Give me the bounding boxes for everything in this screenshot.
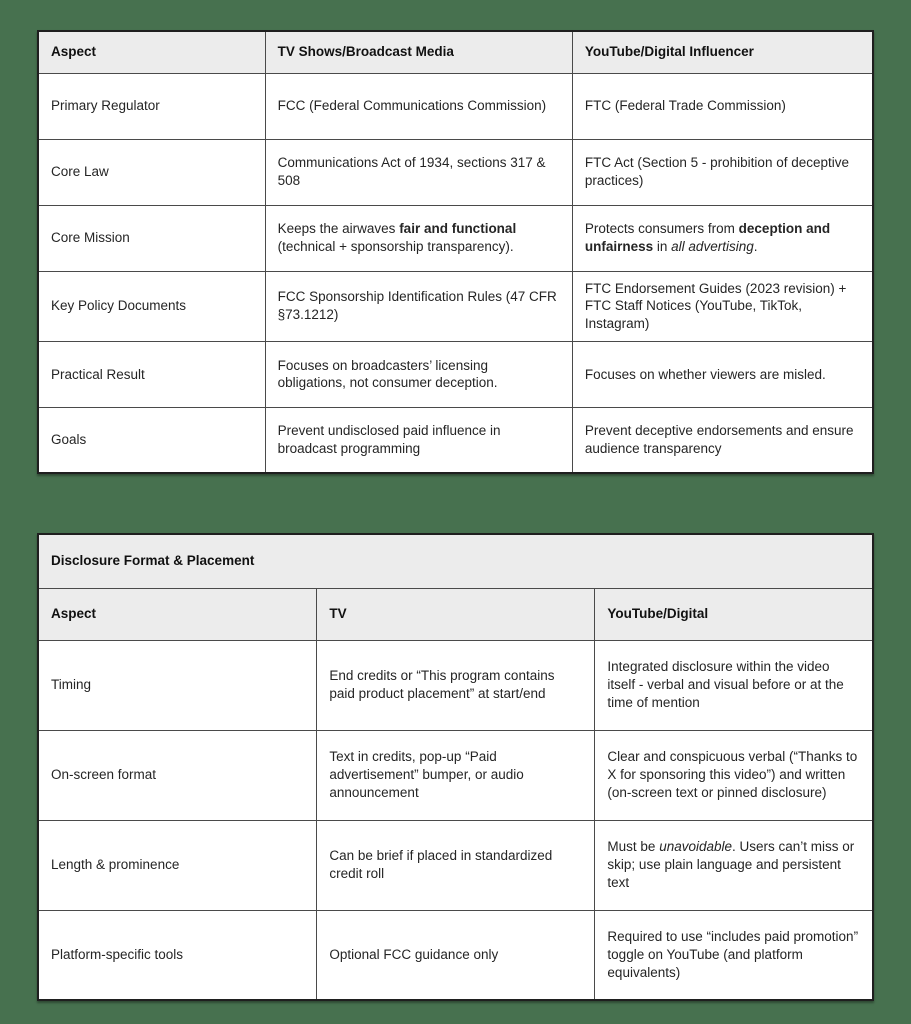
row-label-cell: Primary Regulator [38,73,265,139]
disclosure-format-table [37,533,874,1001]
column-header-aspect: Aspect [38,588,317,640]
table-row [38,640,873,730]
table-cell: Optional FCC guidance only [317,910,595,1000]
disclosure-format-section [37,533,874,1001]
row-label-cell: Length & prominence [38,820,317,910]
regulator-comparison-section [37,30,874,474]
table-cell: FTC (Federal Trade Commission) [572,73,873,139]
table-header-row [38,588,873,640]
table-row [38,910,873,1000]
row-label-cell: Platform-specific tools [38,910,317,1000]
table-header-row [38,31,873,73]
table-cell: Keeps the airwaves fair and functional (technical + sponsorship transparency). [265,205,572,271]
row-label-cell: Core Law [38,139,265,205]
table-cell: FTC Act (Section 5 - prohibition of deceptive practices) [572,139,873,205]
table-cell: Protects consumers from deception and unfairness in all advertising. [572,205,873,271]
table-row [38,271,873,341]
table-row [38,205,873,271]
table-cell: FCC (Federal Communications Commission) [265,73,572,139]
table-cell: Communications Act of 1934, sections 317 & 508 [265,139,572,205]
table-cell: End credits or “This program contains paid product placement” at start/end [317,640,595,730]
table-row [38,407,873,473]
table-row [38,341,873,407]
table-cell: Clear and conspicuous verbal (“Thanks to X for sponsoring this video”) and written (on-screen text or pinned disclosure) [595,730,873,820]
row-label-cell: Practical Result [38,341,265,407]
table-title-row [38,534,873,588]
row-label-cell: Goals [38,407,265,473]
table-row [38,139,873,205]
column-header-aspect: Aspect [38,31,265,73]
table-cell: FCC Sponsorship Identification Rules (47 CFR §73.1212) [265,271,572,341]
table-cell: Focuses on broadcasters’ licensing obligations, not consumer deception. [265,341,572,407]
table-cell: Prevent undisclosed paid influence in broadcast programming [265,407,572,473]
table-cell: Text in credits, pop-up “Paid advertisement” bumper, or audio announcement [317,730,595,820]
table-title: Disclosure Format & Placement [38,534,873,588]
column-header-youtube-digital: YouTube/Digital [595,588,873,640]
table-cell: Must be unavoidable. Users can’t miss or skip; use plain language and persistent text [595,820,873,910]
table-cell: Prevent deceptive endorsements and ensure audience transparency [572,407,873,473]
row-label-cell: Key Policy Documents [38,271,265,341]
table-cell: FTC Endorsement Guides (2023 revision) + FTC Staff Notices (YouTube, TikTok, Instagram) [572,271,873,341]
table-cell: Can be brief if placed in standardized credit roll [317,820,595,910]
table-cell: Focuses on whether viewers are misled. [572,341,873,407]
column-header-youtube-influencer: YouTube/Digital Influencer [572,31,873,73]
table-row [38,730,873,820]
table-body [38,640,873,1000]
row-label-cell: Core Mission [38,205,265,271]
table-cell: Integrated disclosure within the video itself - verbal and visual before or at the time of mention [595,640,873,730]
row-label-cell: On-screen format [38,730,317,820]
table-row [38,73,873,139]
table-row [38,820,873,910]
column-header-tv-broadcast: TV Shows/Broadcast Media [265,31,572,73]
regulator-comparison-table [37,30,874,474]
table-body [38,73,873,473]
column-header-tv: TV [317,588,595,640]
row-label-cell: Timing [38,640,317,730]
table-cell: Required to use “includes paid promotion” toggle on YouTube (and platform equivalents) [595,910,873,1000]
